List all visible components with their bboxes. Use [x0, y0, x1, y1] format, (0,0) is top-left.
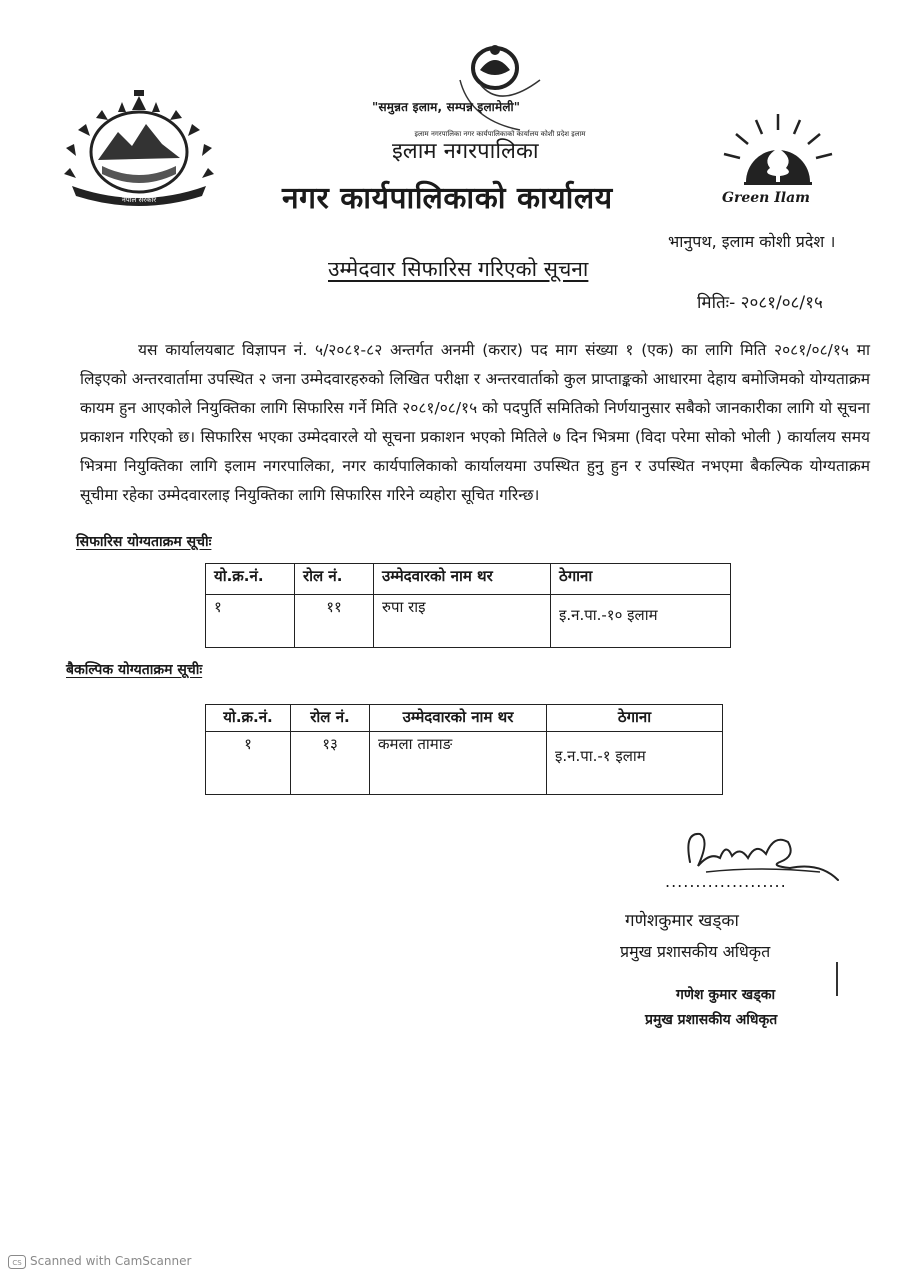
table-header-row	[206, 705, 723, 732]
office-name: नगर कार्यपालिकाको कार्यालय	[282, 181, 613, 216]
table-row	[206, 595, 731, 648]
column-header-address: ठेगाना	[547, 705, 723, 732]
column-header-serial: यो.क्र.नं.	[206, 705, 291, 732]
svg-text:CS: CS	[12, 1259, 22, 1267]
cell-roll: १३	[291, 732, 370, 795]
notice-date: मितिः- २०८१/०८/१५	[697, 293, 823, 313]
recommended-list-table	[205, 563, 731, 648]
ilam-logo-text: इलाम नगरपालिका नगर कार्यपालिकाको कार्यालय कोशी प्रदेश इलाम	[414, 130, 586, 138]
green-ilam-label: Green Ilam	[722, 190, 810, 206]
municipality-motto: "समुन्नत इलाम, सम्पन्न इलामेली"	[372, 100, 521, 114]
alternate-list-heading: बैकल्पिक योग्यताक्रम सूचीः	[66, 662, 203, 678]
recommended-list-heading: सिफारिस योग्यताक्रम सूचीः	[76, 534, 212, 550]
signatory-name: गणेशकुमार खड्का	[625, 911, 739, 931]
cell-address: इ.न.पा.-१० इलाम	[551, 595, 731, 648]
cell-name: कमला तामाङ	[370, 732, 547, 795]
column-header-roll: रोल नं.	[295, 564, 374, 595]
nepal-government-emblem	[62, 88, 217, 206]
green-ilam-logo	[718, 112, 848, 192]
ilam-municipality-logo	[414, 40, 586, 140]
cell-serial: १	[206, 595, 295, 648]
cell-address: इ.न.पा.-१ इलाम	[547, 732, 723, 795]
municipality-name: इलाम नगरपालिका	[392, 139, 539, 164]
column-header-serial: यो.क्र.नं.	[206, 564, 295, 595]
column-header-name: उम्मेदवारको नाम थर	[374, 564, 551, 595]
cell-roll: ११	[295, 595, 374, 648]
scanner-text: Scanned with CamScanner	[30, 1254, 192, 1268]
notice-body: यस कार्यालयबाट विज्ञापन नं. ५/२०८१-८२ अन्तर्गत अनमी (करार) पद माग संख्या १ (एक) का लागि मिति २०८१/०८/१५ मा लिइएको अन्तरवार्तामा उपस्थित २ जना उम्मेदवारहरुको लिखित परीक्षा र अन्तरवार्ताको कुल प्राप्ताङ्कको आधारमा देहाय बमोजिमको योग्यताक्रम कायम हुन आएकोले नियुक्तिका लागि सिफारिस गर्ने मिति २०८१/०८/१५ को पदपुर्ति समितिको निर्णयानुसार सबैको जानकारीका लागि यो सूचना प्रकाशन गरिएको छ। सिफारिस भएका उम्मेदवारले यो सूचना प्रकाशन भएको मितिले ७ दिन भित्रमा (विदा परेमा सोको भोली ) कार्यालय समय भित्रमा नियुक्तिका लागि इलाम नगरपालिका, नगर कार्यपालिकाको कार्यालयमा उपस्थित हुनु हुन र उपस्थित नभएमा बैकल्पिक योग्यताक्रम सूचीमा रहेका उम्मेदवारलाइ नियुक्तिका लागि सिफारिस गरिने व्यहोरा सूचित गरिन्छ।	[80, 341, 870, 504]
table-header-row	[206, 564, 731, 595]
stamp-name: गणेश कुमार खड्का	[676, 987, 776, 1003]
column-header-address: ठेगाना	[551, 564, 731, 595]
cell-serial: १	[206, 732, 291, 795]
notice-title: उम्मेदवार सिफारिस गरिएको सूचना	[328, 257, 589, 281]
signatory-title: प्रमुख प्रशासकीय अधिकृत	[620, 942, 771, 961]
office-address: भानुपथ, इलाम कोशी प्रदेश ।	[668, 232, 836, 251]
table-row	[206, 732, 723, 795]
cell-name: रुपा राइ	[374, 595, 551, 648]
emblem-ribbon-text: नेपाल सरकार	[121, 196, 157, 204]
column-header-roll: रोल नं.	[291, 705, 370, 732]
stamp-bracket	[836, 962, 838, 996]
signature-dotted-line: ....................	[665, 872, 787, 891]
alternate-list-table	[205, 704, 723, 795]
scanner-watermark	[8, 1254, 192, 1268]
stamp-title: प्रमुख प्रशासकीय अधिकृत	[645, 1012, 778, 1028]
column-header-name: उम्मेदवारको नाम थर	[370, 705, 547, 732]
